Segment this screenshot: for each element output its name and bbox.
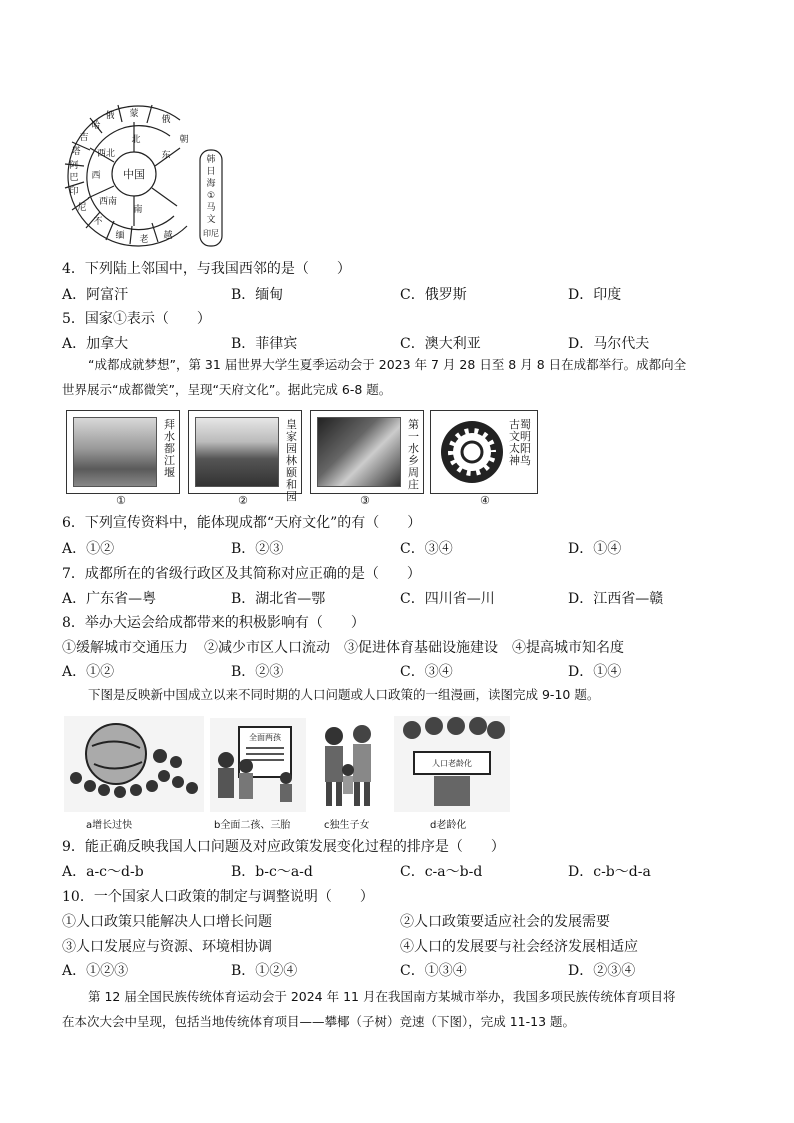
photo-summer-palace (188, 410, 302, 503)
question-7-option-a: A．广东省—粤 (62, 591, 157, 607)
map-sea-item: ① (206, 191, 216, 201)
cartoon-one-child-policy (318, 718, 380, 831)
question-6-option-a: A．①② (62, 541, 115, 557)
question-10-option-b: B．①②④ (231, 963, 298, 979)
question-10-choice-4: ④人口的发展要与社会经济发展相适应 (400, 939, 638, 955)
intro-paragraph-6-8 (62, 352, 738, 402)
map-country: 塔 (71, 147, 81, 157)
map-sea-item: 日 (206, 167, 216, 177)
map-sea-item: 韩 (206, 155, 216, 165)
map-sea-item: 马 (206, 203, 216, 213)
policy-sign-text: 全面两孩 (249, 733, 281, 742)
family-figures-icon (210, 748, 306, 812)
map-country: 印 (69, 187, 79, 197)
photo-label: 皇家园林颐和园 (286, 418, 297, 503)
cartoon-caption: d老龄化 (430, 820, 467, 831)
question-4-stem: 4．下列陆上邻国中，与我国西邻的是（ ） (62, 261, 351, 277)
question-4-option-b: B．缅甸 (231, 287, 284, 303)
map-sea-item: 海 (206, 179, 216, 189)
map-center-label: 中国 (123, 168, 145, 181)
question-10-stem: 10．一个国家人口政策的制定与调整说明（ ） (62, 889, 374, 905)
photo-number: ① (116, 494, 126, 507)
question-5-option-b: B．菲律宾 (231, 336, 298, 352)
question-10-choice-1: ①人口政策只能解决人口增长问题 (62, 914, 272, 930)
question-10-option-a: A．①②③ (62, 963, 129, 979)
intro-6-8-line-2: 世界展示“成都微笑”，呈现“天府文化”。据此完成 6-8 题。 (62, 382, 392, 397)
question-9-option-c: C．c-a～b-d (400, 864, 483, 880)
photo-label: 拜水都江堰 (164, 418, 175, 479)
intro-11-13-line-1: 第 12 届全国民族传统体育运动会于 2024 年 11 月在我国南方某城市举办，我国多项民族传统体育项目将 (88, 989, 676, 1004)
map-country: 蒙 (129, 109, 139, 119)
question-9-stem: 9．能正确反映我国人口问题及对应政策发展变化过程的排序是（ ） (62, 839, 505, 855)
question-8-option-c: C．③④ (400, 664, 453, 680)
map-sea-item: 印尼 (203, 229, 219, 238)
map-country: 缅 (115, 231, 125, 241)
map-sector-east: 东 (161, 151, 171, 161)
question-6-option-b: B．②③ (231, 541, 284, 557)
photo-label: 第一水乡周庄 (408, 418, 419, 491)
question-9-option-d: D．c-b～d-a (568, 864, 651, 880)
cartoon-aging (394, 716, 510, 831)
question-8-stem: 8．举办大运会给成都带来的积极影响有（ ） (62, 615, 365, 631)
intro-6-8-line-1: “成都成就梦想”，第 31 届世界大学生夏季运动会于 2023 年 7 月 28 日至 8 月 8 日在成都举行。成都向全 (88, 357, 687, 372)
map-country: 不 (93, 217, 103, 227)
question-10-option-d: D．②③④ (568, 963, 636, 979)
question-5-stem: 5．国家①表示（ ） (62, 311, 211, 327)
map-sector-southwest: 西南 (98, 197, 118, 207)
question-8-choice-2: ②减少市区人口流动 (204, 640, 330, 656)
map-country: 哈 (91, 121, 101, 131)
photo-zhouzhuang (310, 410, 424, 494)
cartoon-two-child-policy (210, 718, 306, 831)
question-4-option-a: A．阿富汗 (62, 287, 129, 303)
intro-paragraph-11-13 (62, 984, 738, 1034)
map-country: 尼 (77, 203, 87, 213)
question-10-choice-2: ②人口政策要适应社会的发展需要 (400, 914, 610, 930)
photo-dujiangyan (66, 410, 180, 494)
question-10-choice-3: ③人口发展应与资源、环境相协调 (62, 939, 272, 955)
photo-number: ③ (360, 494, 370, 507)
photo-sun-bird (430, 410, 538, 494)
map-country: 俄 (161, 115, 171, 125)
question-6-stem: 6．下列宣传资料中，能体现成都“天府文化”的有（ ） (62, 515, 422, 531)
intro-paragraph-9-10: 下图是反映新中国成立以来不同时期的人口问题或人口政策的一组漫画，读图完成 9-10 题。 (88, 687, 600, 702)
question-7-option-d: D．江西省—赣 (568, 591, 664, 607)
one-child-family-icon (318, 718, 380, 812)
question-5-option-a: A．加拿大 (62, 336, 129, 352)
crowd-globe-icon (64, 716, 204, 812)
map-country: 阿 (69, 161, 79, 171)
map-sector-west: 西 (91, 171, 101, 181)
question-6-option-d: D．①④ (568, 541, 622, 557)
question-7-stem: 7．成都所在的省级行政区及其简称对应正确的是（ ） (62, 566, 421, 582)
question-8-option-b: B．②③ (231, 664, 284, 680)
cartoon-population-growth (64, 716, 204, 831)
map-sea-item: 文 (206, 215, 216, 225)
question-8-option-a: A．①② (62, 664, 115, 680)
question-7-option-b: B．湖北省—鄂 (231, 591, 326, 607)
photo-number: ② (238, 494, 248, 507)
question-4-option-c: C．俄罗斯 (400, 287, 467, 303)
map-country: 朝 (179, 135, 189, 145)
photo-number: ④ (480, 494, 490, 507)
question-8-choice-1: ①缓解城市交通压力 (62, 640, 188, 656)
sun-bird-disc-icon (439, 419, 505, 485)
map-sector-northwest: 西北 (96, 149, 116, 159)
question-8-choice-3: ③促进体育基础设施建设 (344, 640, 498, 656)
question-10-option-c: C．①③④ (400, 963, 467, 979)
map-country: 越 (163, 231, 173, 241)
question-9-option-b: B．b-c～a-d (231, 864, 313, 880)
cartoon-caption: c独生子女 (324, 820, 370, 831)
cartoon-caption: a增长过快 (86, 820, 133, 831)
question-5-option-d: D．马尔代夫 (568, 336, 650, 352)
question-8-choice-4: ④提高城市知名度 (512, 640, 624, 656)
question-4-option-d: D．印度 (568, 287, 622, 303)
map-country: 吉 (79, 133, 89, 143)
neighbor-countries-map (62, 98, 232, 258)
intro-11-13-line-2: 在本次大会中呈现，包括当地传统体育项目——攀椰（子树）竞速（下图），完成 11-13 题。 (62, 1014, 576, 1029)
map-country: 老 (139, 235, 149, 245)
aging-banner-text: 人口老龄化 (432, 759, 472, 768)
question-8-option-d: D．①④ (568, 664, 622, 680)
map-country: 巴 (69, 173, 79, 183)
map-sector-north: 北 (131, 135, 141, 145)
photo-label: 古蜀文明太阳神鸟 (509, 418, 531, 467)
cartoon-caption: b全面二孩、三胎 (214, 820, 291, 831)
question-7-option-c: C．四川省—川 (400, 591, 495, 607)
map-country: 俄 (105, 111, 115, 121)
map-sector-south: 南 (133, 205, 143, 215)
question-9-option-a: A．a-c～d-b (62, 864, 144, 880)
question-6-option-c: C．③④ (400, 541, 453, 557)
question-5-option-c: C．澳大利亚 (400, 336, 481, 352)
